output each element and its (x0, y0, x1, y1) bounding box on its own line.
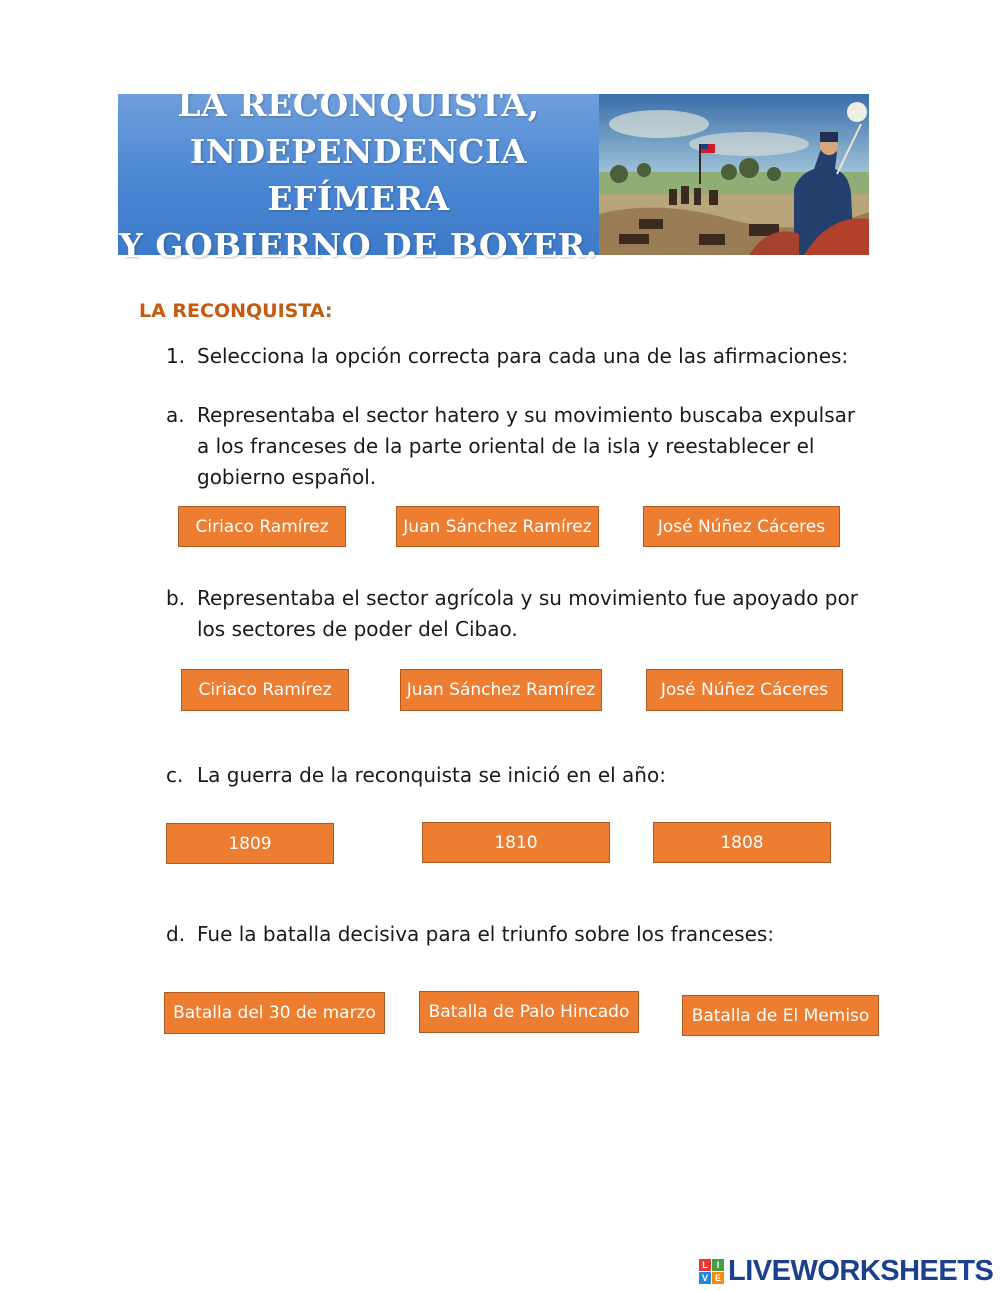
section-title: LA RECONQUISTA: (139, 300, 333, 322)
title-line-2: INDEPENDENCIA EFÍMERA (189, 131, 528, 218)
option-c-3[interactable]: 1808 (653, 822, 831, 863)
question-marker: b. (166, 586, 186, 610)
title-line-1: LA RECONQUISTA, (177, 84, 540, 124)
liveworksheets-logo (699, 1254, 993, 1288)
question-text: Fue la batalla decisiva para el triunfo sobre los franceses: (197, 922, 775, 946)
worksheet-title (118, 81, 599, 269)
option-c-2[interactable]: 1810 (422, 822, 610, 863)
banner-title-box (118, 84, 599, 265)
instruction (166, 341, 867, 372)
instruction-number: 1. (166, 344, 186, 368)
option-b-1[interactable]: Ciriaco Ramírez (181, 669, 349, 711)
option-a-1[interactable]: Ciriaco Ramírez (178, 506, 346, 547)
question-marker: c. (166, 763, 184, 787)
option-d-2[interactable]: Batalla de Palo Hincado (419, 991, 639, 1033)
logo-cube-icon: L I V E (699, 1259, 724, 1284)
question-c (166, 760, 867, 791)
logo-text: LIVEWORKSHEETS (728, 1254, 994, 1287)
question-d (166, 919, 867, 950)
question-text: Representaba el sector agrícola y su movimiento fue apoyado por los sectores de poder del Cibao. (197, 586, 858, 641)
option-d-1[interactable]: Batalla del 30 de marzo (164, 992, 385, 1034)
battle-painting-image (599, 94, 869, 255)
option-c-1[interactable]: 1809 (166, 823, 334, 864)
question-text: La guerra de la reconquista se inició en el año: (197, 763, 666, 787)
option-a-2[interactable]: Juan Sánchez Ramírez (396, 506, 599, 547)
question-a (166, 400, 867, 493)
option-b-3[interactable]: José Núñez Cáceres (646, 669, 843, 711)
header-banner (118, 84, 869, 265)
option-d-3[interactable]: Batalla de El Memiso (682, 995, 879, 1036)
question-b (166, 583, 867, 645)
instruction-text: Selecciona la opción correcta para cada una de las afirmaciones: (197, 344, 849, 368)
question-text: Representaba el sector hatero y su movimiento buscaba expulsar a los franceses de la parte oriental de la isla y reestablecer el gobierno español. (197, 403, 856, 489)
question-marker: a. (166, 403, 185, 427)
title-line-3: Y GOBIERNO DE BOYER. (119, 225, 598, 265)
question-marker: d. (166, 922, 186, 946)
option-b-2[interactable]: Juan Sánchez Ramírez (400, 669, 602, 711)
option-a-3[interactable]: José Núñez Cáceres (643, 506, 840, 547)
